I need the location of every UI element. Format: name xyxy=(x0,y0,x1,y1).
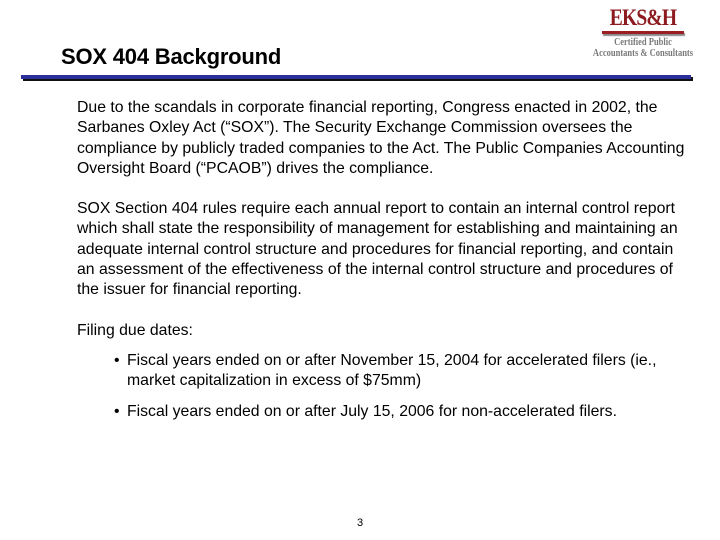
slide-body xyxy=(77,98,687,432)
company-logo xyxy=(578,6,708,59)
logo-rule xyxy=(602,31,684,34)
paragraph-sox-intro: Due to the scandals in corporate financial reporting, Congress enacted in 2002, the Sarbanes Oxley Act (“SOX”). The Security Exchange Commission oversees the compliance by publicly traded companies to the Act. The Public Companies Accounting Oversight Board (“PCAOB”) drives the compliance. xyxy=(77,99,685,177)
list-item-text: Fiscal years ended on or after November 15, 2004 for accelerated filers (ie., market capitalization in excess of $75mm) xyxy=(127,351,657,390)
bullet-icon: • xyxy=(114,351,120,369)
paragraph-section-404: SOX Section 404 rules require each annual report to contain an internal control report which shall state the responsibility of management for establishing and maintaining an adequate internal control structure and procedures for financial reporting, and contain an assessment of the effectiveness of the internal control structure and procedures of the issuer for financial reporting. xyxy=(77,200,678,299)
logo-mark: EKS&H xyxy=(609,5,677,30)
filing-due-label: Filing due dates: xyxy=(77,321,193,339)
logo-line-1: Certified Public xyxy=(614,37,672,48)
list-item xyxy=(114,351,687,392)
slide-title: SOX 404 Background xyxy=(61,44,282,69)
list-item xyxy=(114,402,687,422)
title-underline-bar xyxy=(21,75,691,79)
bullet-icon: • xyxy=(114,402,120,420)
due-dates-list xyxy=(77,351,687,422)
logo-line-2: Accountants & Consultants xyxy=(592,48,694,59)
list-item-text: Fiscal years ended on or after July 15, 2006 for non-accelerated filers. xyxy=(127,402,617,420)
page-number: 3 xyxy=(356,517,364,529)
